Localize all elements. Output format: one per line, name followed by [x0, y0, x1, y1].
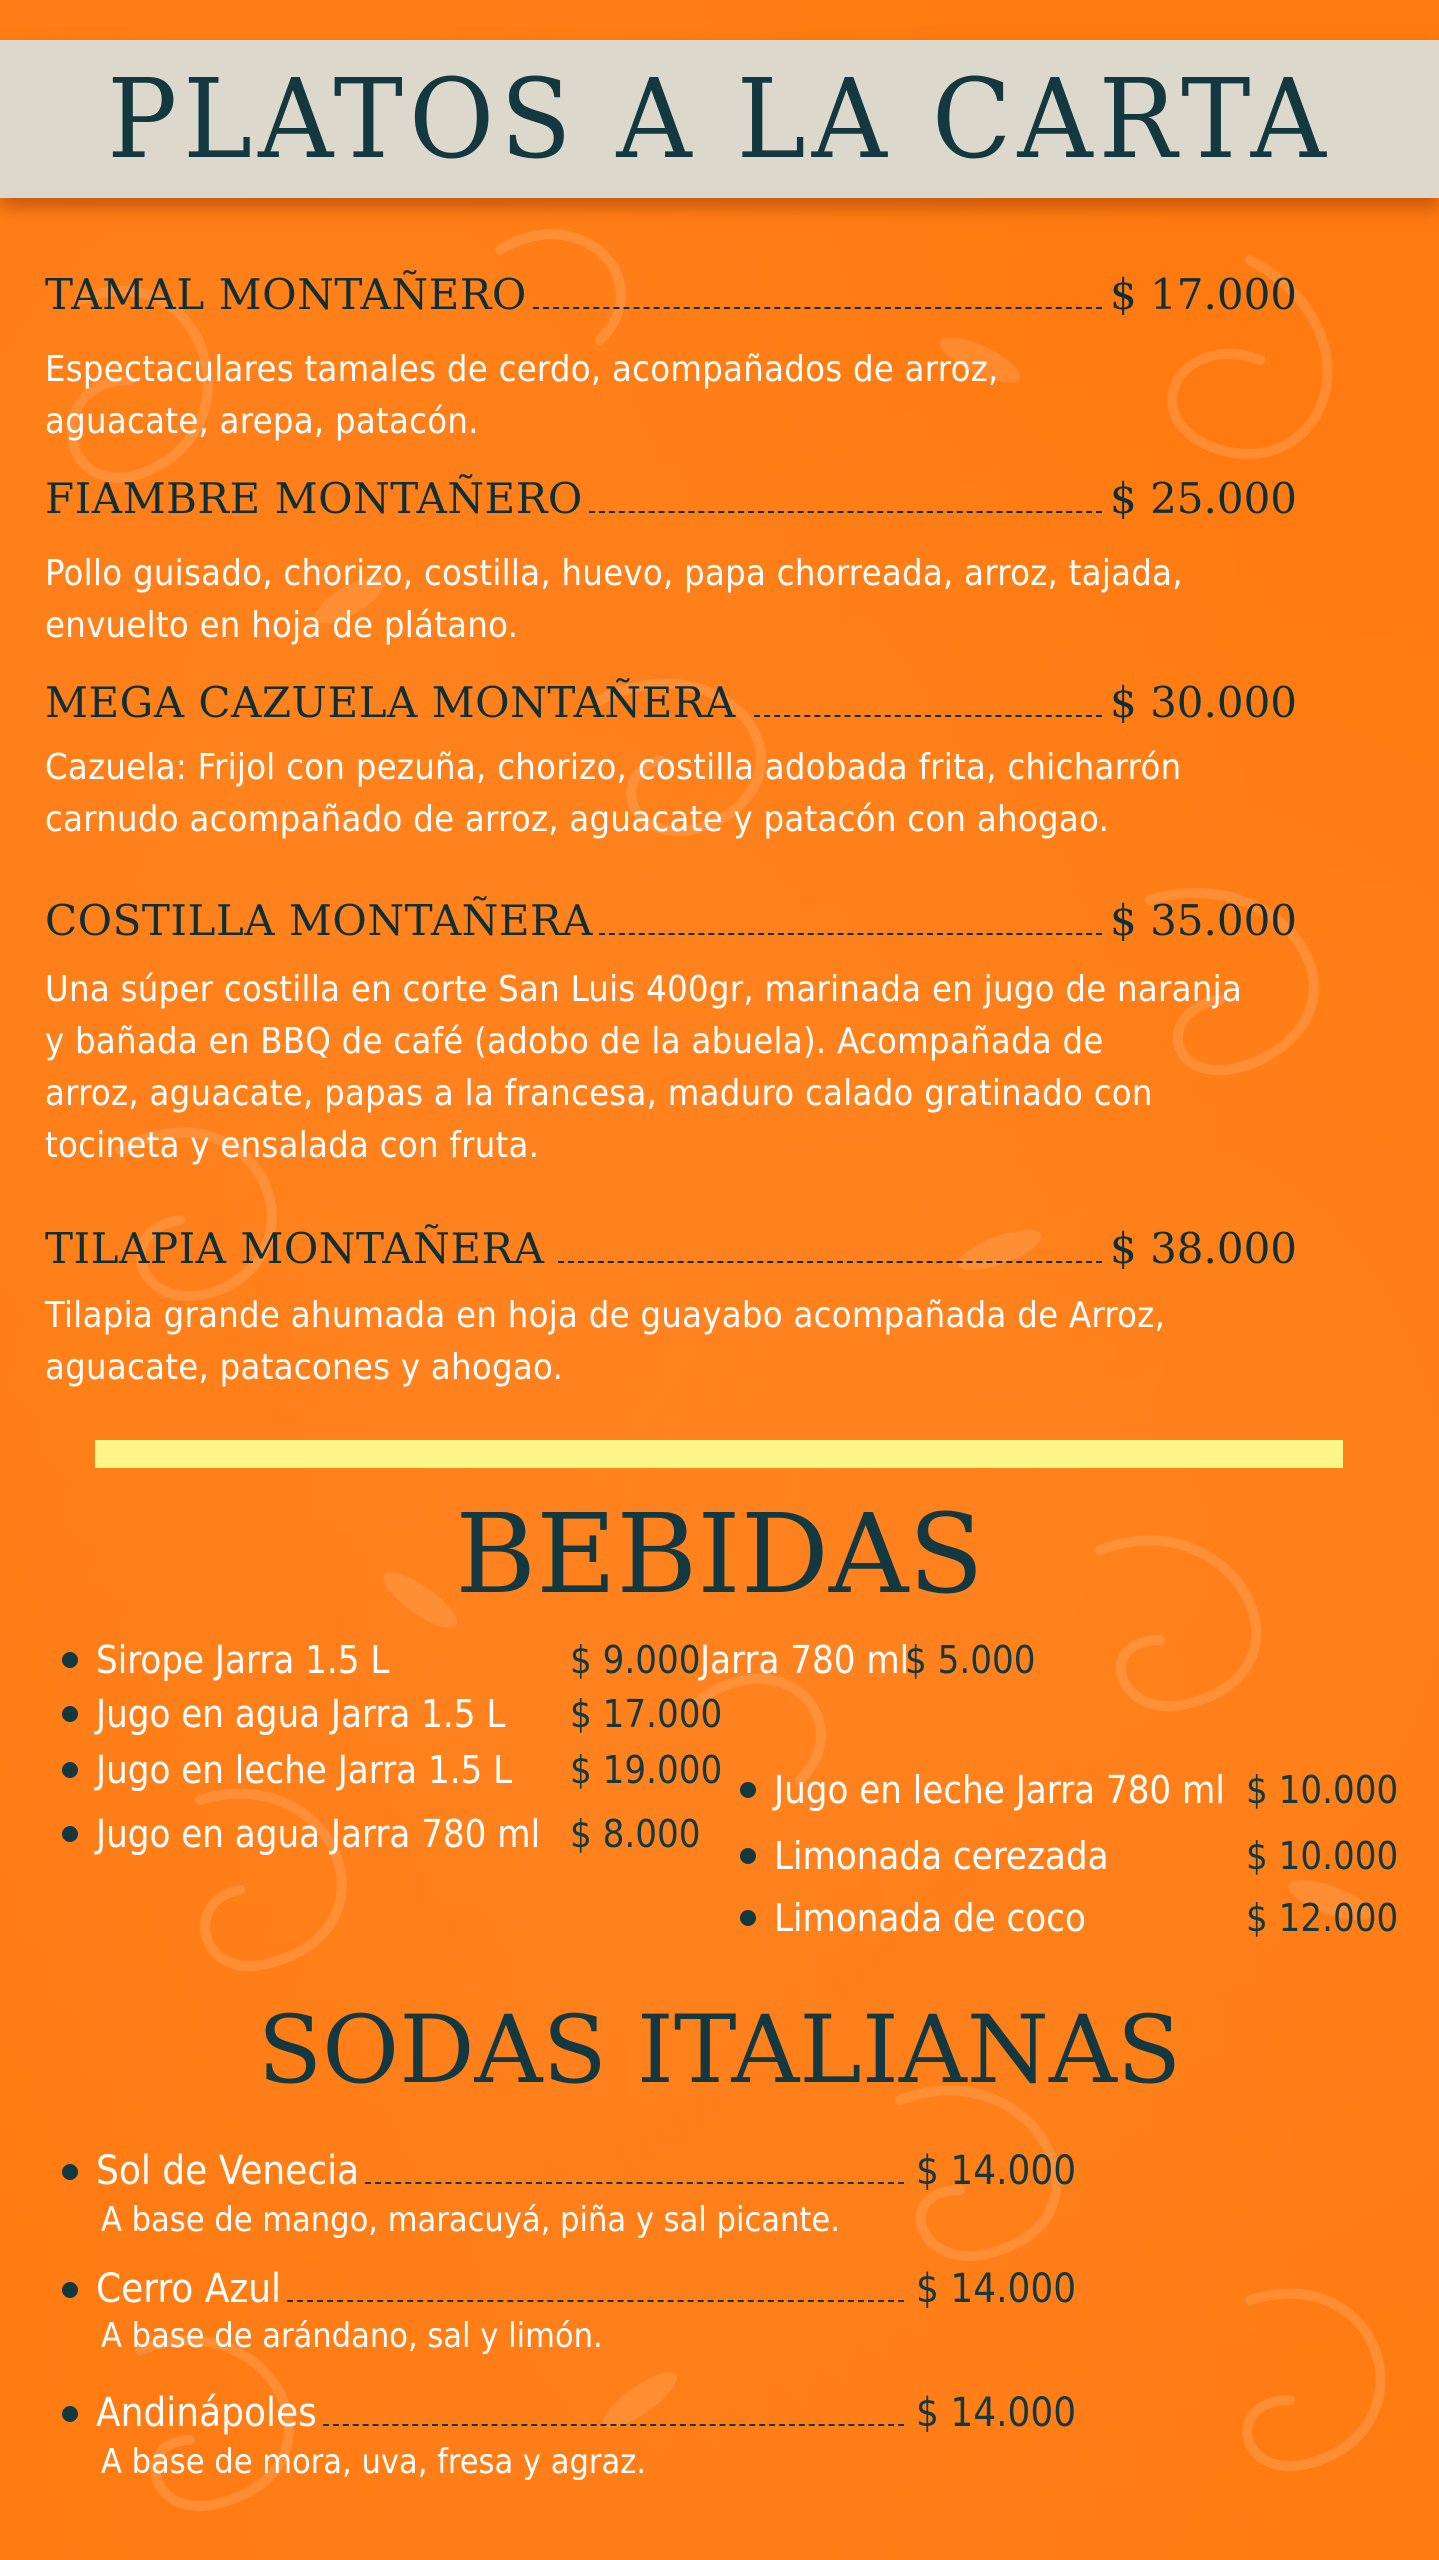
beverage-name: Jugo en agua Jarra 780 ml	[96, 1812, 541, 1856]
beverage-name: Jarra 780 ml	[700, 1638, 910, 1682]
soda-name: Cerro Azul	[96, 2266, 282, 2312]
beverage-name: Sirope Jarra 1.5 L	[96, 1638, 390, 1682]
dish-name: TAMAL MONTAÑERO	[45, 270, 527, 319]
bullet-icon	[62, 1652, 78, 1668]
dish-name: MEGA CAZUELA MONTAÑERA	[45, 678, 736, 727]
beverage-price: $ 8.000	[570, 1812, 701, 1856]
beverage-item	[62, 1692, 505, 1736]
dish-row	[45, 1224, 1110, 1273]
desc-line: Una súper costilla en corte San Luis 400gr, marinada en jugo de naranja	[45, 969, 1243, 1010]
dish-price: $ 17.000	[1110, 270, 1298, 319]
bullet-icon	[62, 1706, 78, 1722]
dish-description	[45, 344, 999, 448]
bullet-icon	[62, 2282, 78, 2298]
dish-row	[45, 474, 1110, 523]
beverage-price: $ 10.000	[1246, 1768, 1399, 1812]
dotted-leader	[287, 2300, 904, 2302]
soda-price: $ 14.000	[916, 2390, 1077, 2436]
beverage-price: $ 17.000	[570, 1692, 723, 1736]
dish-name: FIAMBRE MONTAÑERO	[45, 474, 583, 523]
desc-line: Cazuela: Frijol con pezuña, chorizo, costilla adobada frita, chicharrón	[45, 747, 1182, 788]
beverage-price: $ 10.000	[1246, 1834, 1399, 1878]
page-title: PLATOS A LA CARTA	[107, 54, 1332, 184]
beverage-item	[62, 1638, 389, 1682]
beverage-name: Jugo en leche Jarra 1.5 L	[96, 1748, 513, 1792]
dish-price: $ 30.000	[1110, 678, 1298, 727]
desc-line: envuelto en hoja de plátano.	[45, 605, 519, 646]
beverage-item	[62, 1812, 540, 1856]
soda-description: A base de mango, maracuyá, piña y sal picante.	[101, 2200, 840, 2240]
desc-line: carnudo acompañado de arroz, aguacate y patacón con ahogao.	[45, 799, 1110, 840]
dish-description	[45, 964, 1242, 1172]
desc-line: Pollo guisado, chorizo, costilla, huevo, papa chorreada, arroz, tajada,	[45, 553, 1183, 594]
dish-name: COSTILLA MONTAÑERA	[45, 896, 594, 945]
dish-price: $ 38.000	[1110, 1224, 1298, 1273]
bebidas-title: BEBIDAS	[455, 1490, 984, 1618]
dish-description	[45, 548, 1183, 652]
bullet-icon	[62, 2406, 78, 2422]
beverage-name: Limonada de coco	[774, 1896, 1086, 1940]
dotted-leader	[323, 2424, 904, 2426]
beverage-item	[62, 1748, 512, 1792]
soda-description: A base de mora, uva, fresa y agraz.	[101, 2442, 646, 2482]
soda-row	[62, 2148, 912, 2194]
header-band	[0, 40, 1439, 198]
sodas-title: SODAS ITALIANAS	[257, 1996, 1182, 2105]
soda-row	[62, 2390, 912, 2436]
bullet-icon	[740, 1782, 756, 1798]
dish-description	[45, 1290, 1165, 1394]
desc-line: aguacate, patacones y ahogao.	[45, 1347, 564, 1388]
section-divider	[95, 1440, 1343, 1468]
beverage-price: $ 19.000	[570, 1748, 723, 1792]
desc-line: Espectaculares tamales de cerdo, acompañados de arroz,	[45, 349, 999, 390]
bullet-icon	[62, 1762, 78, 1778]
soda-description: A base de arándano, sal y limón.	[101, 2316, 603, 2356]
dish-name: TILAPIA MONTAÑERA	[45, 1224, 545, 1273]
soda-name: Sol de Venecia	[96, 2148, 360, 2194]
bullet-icon	[62, 1826, 78, 1842]
beverage-extra-name	[700, 1638, 909, 1682]
dish-row	[45, 270, 1110, 319]
dotted-leader	[558, 1261, 1102, 1263]
dish-row	[45, 678, 1110, 727]
dish-price: $ 35.000	[1110, 896, 1298, 945]
desc-line: tocineta y ensalada con fruta.	[45, 1125, 540, 1166]
beverage-item	[740, 1768, 1225, 1812]
dotted-leader	[599, 933, 1102, 935]
dish-description	[45, 742, 1181, 846]
desc-line: aguacate, arepa, patacón.	[45, 401, 479, 442]
desc-line: Tilapia grande ahumada en hoja de guayabo acompañada de Arroz,	[45, 1295, 1166, 1336]
soda-price: $ 14.000	[916, 2266, 1077, 2312]
soda-row	[62, 2266, 912, 2312]
soda-name: Andinápoles	[96, 2390, 317, 2436]
beverage-price: $ 9.000	[570, 1638, 701, 1682]
beverage-name: Jugo en agua Jarra 1.5 L	[96, 1692, 506, 1736]
bullet-icon	[740, 1910, 756, 1926]
dotted-leader	[533, 307, 1102, 309]
bullet-icon	[740, 1848, 756, 1864]
bullet-icon	[62, 2164, 78, 2180]
beverage-extra-price: $ 5.000	[905, 1638, 1036, 1682]
dish-price: $ 25.000	[1110, 474, 1298, 523]
dish-row	[45, 896, 1110, 945]
beverage-name: Jugo en leche Jarra 780 ml	[774, 1768, 1225, 1812]
desc-line: y bañada en BBQ de café (adobo de la abuela). Acompañada de	[45, 1021, 1104, 1062]
desc-line: arroz, aguacate, papas a la francesa, maduro calado gratinado con	[45, 1073, 1153, 1114]
beverage-price: $ 12.000	[1246, 1896, 1399, 1940]
dotted-leader	[754, 715, 1102, 717]
beverage-name: Limonada cerezada	[774, 1834, 1109, 1878]
beverage-item	[740, 1834, 1109, 1878]
dotted-leader	[365, 2182, 904, 2184]
dotted-leader	[589, 511, 1102, 513]
soda-price: $ 14.000	[916, 2148, 1077, 2194]
beverage-item	[740, 1896, 1086, 1940]
